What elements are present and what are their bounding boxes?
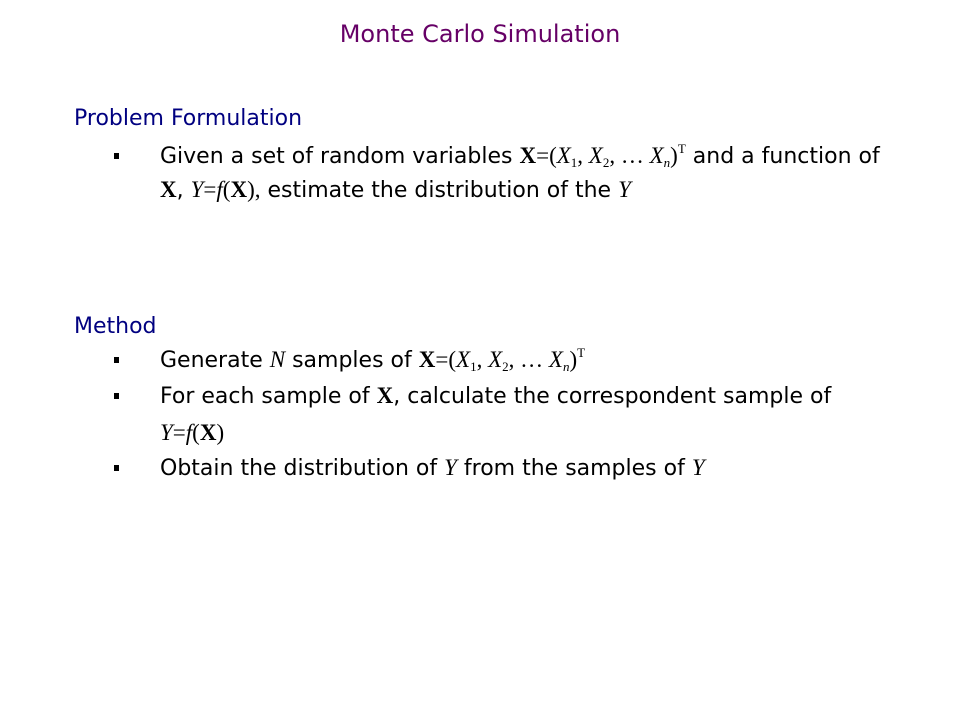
- bullet-marker: [114, 393, 119, 399]
- math-expression: [444, 455, 457, 480]
- math-symbol: (: [222, 177, 231, 202]
- math-symbol: f: [216, 177, 223, 202]
- math-subscript: 1: [570, 155, 578, 170]
- math-symbol: X: [548, 347, 563, 372]
- math-symbol: ),: [247, 177, 261, 202]
- math-symbol: X: [556, 143, 571, 168]
- math-expression: [160, 420, 224, 445]
- math-symbol: ): [216, 420, 225, 445]
- math-symbol: =(: [435, 347, 456, 372]
- math-symbol: Y: [444, 455, 457, 480]
- method-bullet-3: [114, 451, 894, 485]
- math-symbol: , …: [508, 347, 549, 372]
- text-run: ,: [176, 178, 191, 203]
- math-symbol: N: [269, 347, 286, 372]
- math-symbol: X: [230, 177, 248, 202]
- math-symbol: f: [185, 420, 193, 445]
- bullet-text: [114, 343, 894, 377]
- math-symbol: X: [588, 143, 603, 168]
- bullet-text: [114, 378, 894, 452]
- text-run: For each sample of: [160, 384, 377, 409]
- bullet-text: [114, 451, 894, 485]
- math-expression: [191, 177, 261, 202]
- math-symbol: ): [569, 347, 578, 372]
- math-symbol: X: [376, 383, 394, 408]
- math-symbol: X: [488, 347, 503, 372]
- math-symbol: , …: [609, 143, 650, 168]
- math-subscript: 1: [470, 359, 477, 374]
- bullet-marker: [114, 357, 119, 363]
- math-symbol: ,: [476, 347, 489, 372]
- math-symbol: (: [192, 420, 200, 445]
- math-subscript: 2: [502, 359, 509, 374]
- bullet-marker: [114, 465, 119, 471]
- math-subscript: 2: [602, 155, 610, 170]
- math-symbol: X: [519, 143, 537, 168]
- text-run: estimate the distribution of the: [260, 178, 619, 203]
- math-subscript: n: [562, 359, 570, 374]
- math-symbol: X: [199, 420, 217, 445]
- math-superscript: T: [577, 345, 586, 360]
- math-symbol: X: [649, 143, 664, 168]
- method-bullet-2: [114, 378, 894, 452]
- math-symbol: Y: [618, 177, 631, 202]
- math-expression: [160, 177, 177, 202]
- math-superscript: T: [677, 141, 686, 156]
- math-expression: [618, 177, 631, 202]
- bullet-text: [114, 139, 894, 207]
- math-subscript: n: [663, 155, 671, 170]
- math-symbol: =: [172, 420, 186, 445]
- text-run: Obtain the distribution of: [160, 456, 445, 481]
- text-run: samples of: [285, 348, 419, 373]
- slide-title: Monte Carlo Simulation: [339, 20, 621, 48]
- math-symbol: =(: [536, 143, 557, 168]
- math-symbol: X: [160, 177, 177, 202]
- math-symbol: ,: [577, 143, 589, 168]
- text-run: from the samples of: [456, 456, 692, 481]
- math-symbol: X: [456, 347, 471, 372]
- math-symbol: Y: [190, 177, 204, 202]
- math-symbol: X: [418, 347, 436, 372]
- math-expression: [270, 347, 285, 372]
- text-run: and a function of: [685, 144, 880, 169]
- problem-bullet-1: [114, 139, 894, 207]
- method-heading: Method: [74, 314, 157, 339]
- math-symbol: ): [670, 143, 678, 168]
- math-expression: [692, 455, 705, 480]
- math-symbol: =: [203, 177, 217, 202]
- bullet-marker: [114, 153, 119, 159]
- text-run: Generate: [160, 348, 270, 373]
- problem-formulation-heading: Problem Formulation: [74, 106, 303, 131]
- math-expression: [419, 347, 585, 372]
- math-symbol: Y: [691, 455, 705, 480]
- math-expression: [377, 383, 394, 408]
- text-run: , calculate the correspondent sample of: [393, 384, 832, 409]
- math-symbol: Y: [160, 420, 173, 445]
- method-bullet-1: [114, 343, 894, 377]
- text-run: Given a set of random variables: [160, 144, 520, 169]
- math-expression: [519, 143, 685, 168]
